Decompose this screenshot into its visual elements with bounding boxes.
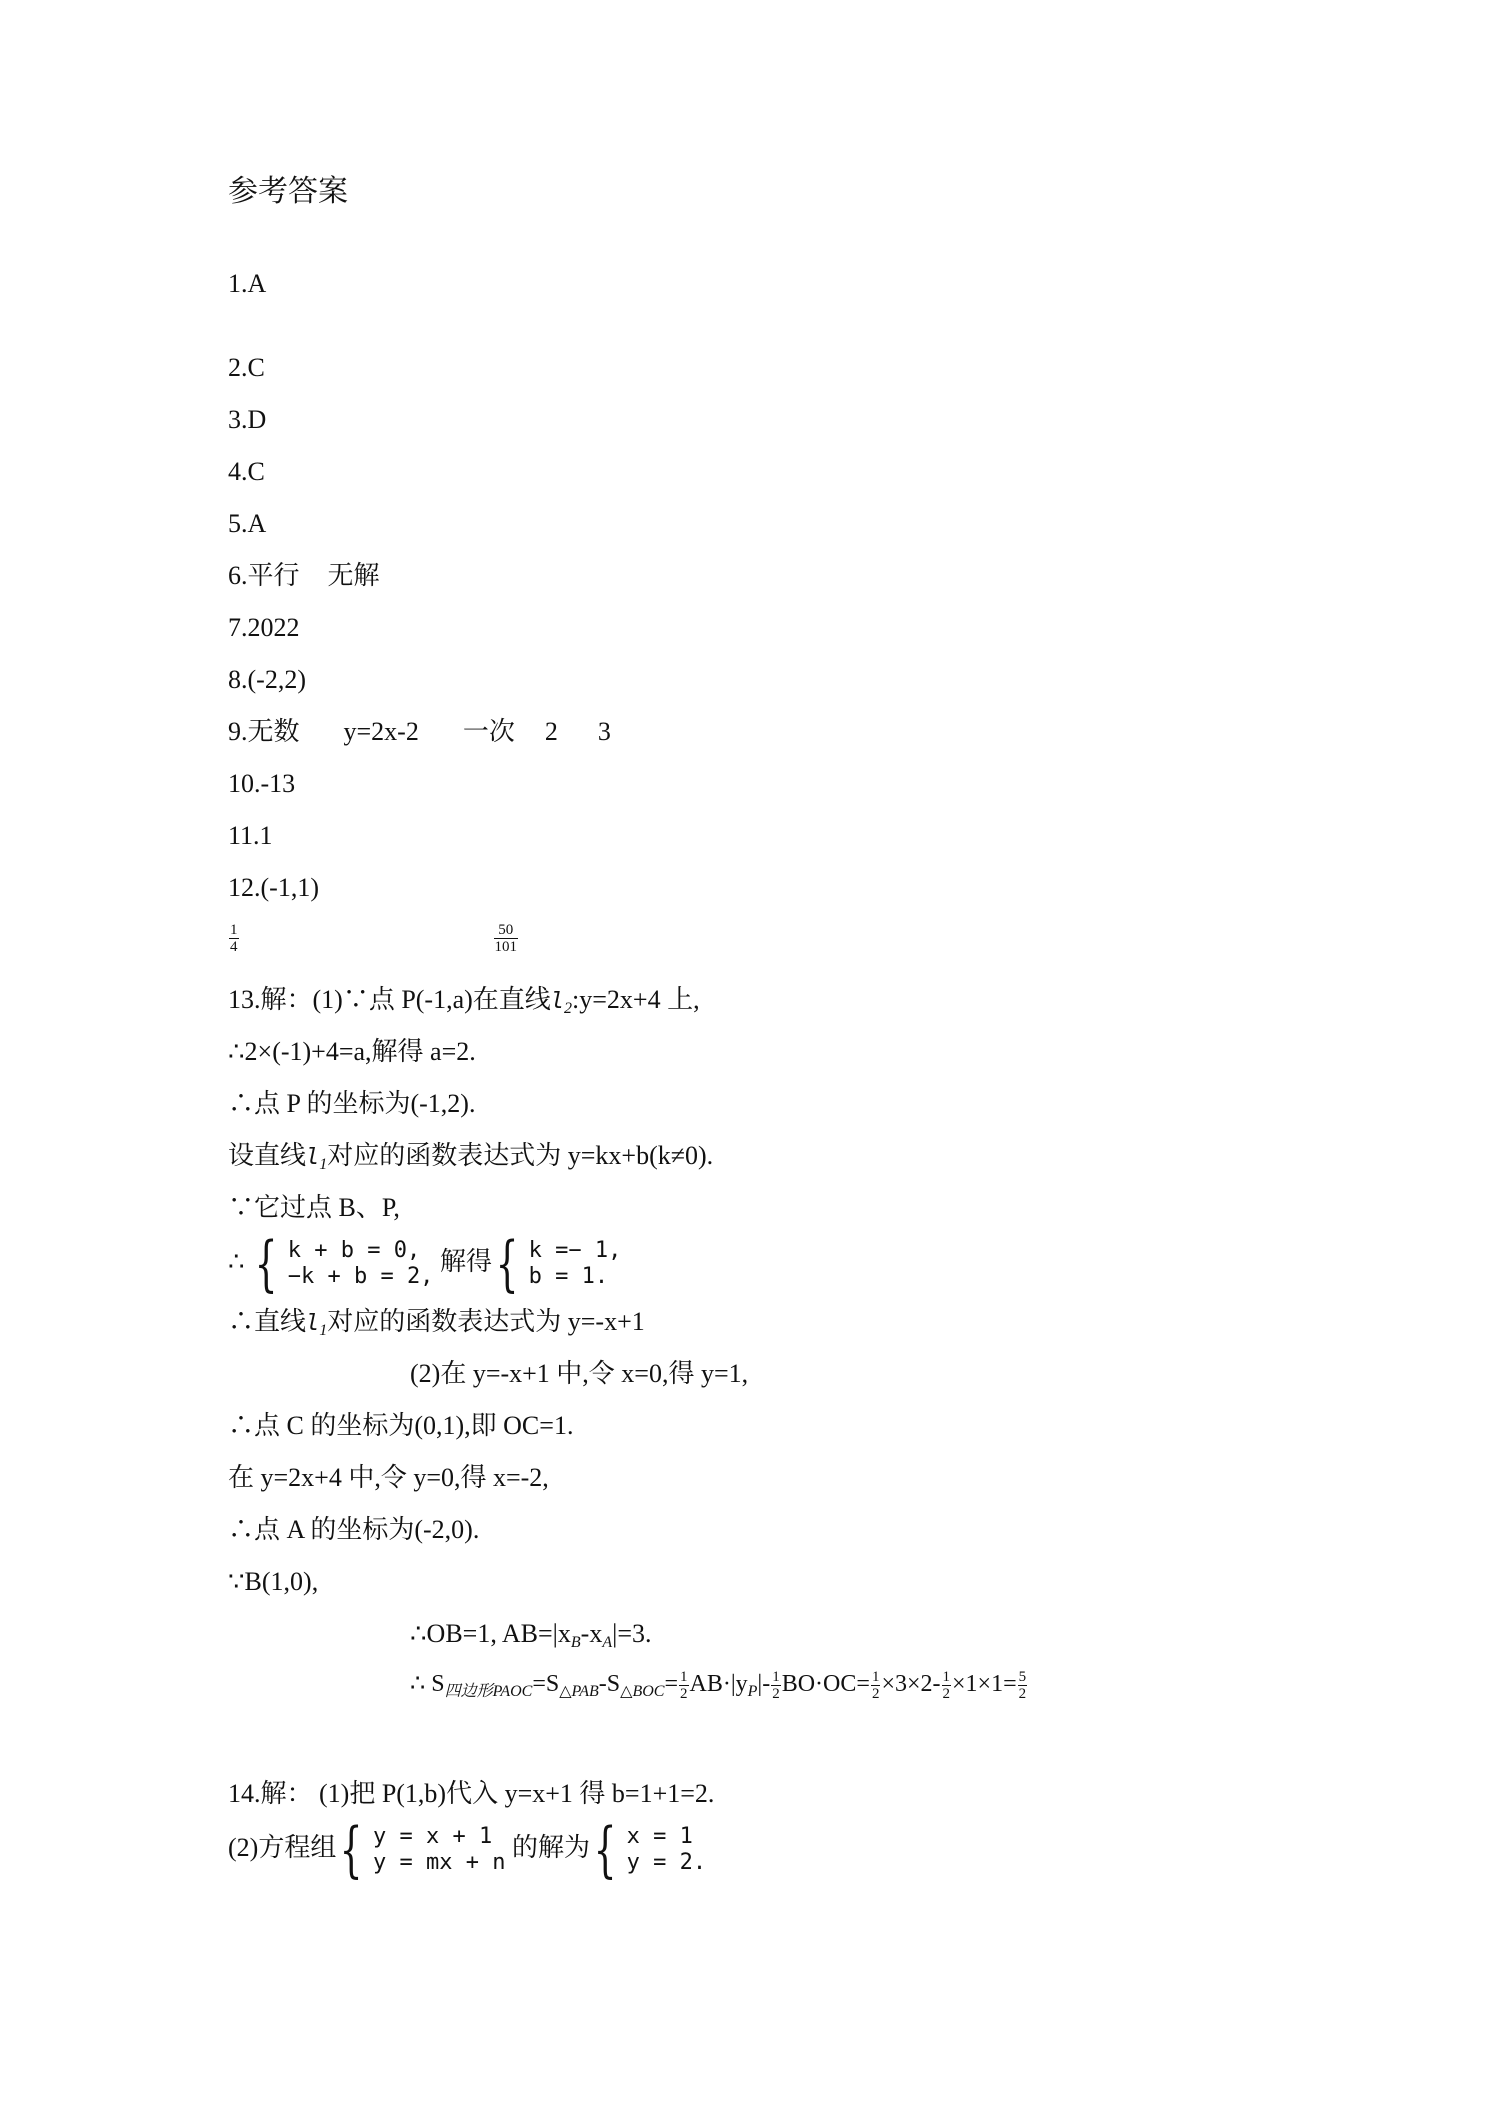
s13-line-12: ∵B(1,0),: [228, 1567, 319, 1596]
fraction-50-101: $\frac{50}{101}$: [494, 921, 517, 955]
left-brace-icon: {: [593, 1815, 617, 1885]
s13-line-11: ∴点 A 的坐标为(-2,0).: [228, 1515, 480, 1544]
page-title: 参考答案: [228, 175, 348, 208]
s13-line-9: ∴点 C 的坐标为(0,1),即 OC=1.: [228, 1411, 574, 1440]
equation-system-1: k + b = 0, −k + b = 2,: [287, 1238, 434, 1289]
answer-1: 1.A: [228, 269, 267, 298]
fraction-1-4: $\frac{1}{4}$: [230, 921, 238, 955]
left-brace-icon: {: [495, 1229, 519, 1299]
equation-system-4: x = 1 y = 2.: [626, 1824, 707, 1875]
s13-line-1: 13.解：(1)∵点 P(-1,a)在直线$l_2:y=2x+4$ 上,: [228, 985, 700, 1017]
answer-2: 2.C: [228, 353, 265, 382]
s13-line-3: ∴点 P 的坐标为(-1,2).: [228, 1089, 476, 1118]
left-brace-icon: {: [339, 1815, 363, 1885]
answer-10: 10.-13: [228, 769, 296, 798]
left-brace-icon: {: [254, 1229, 278, 1299]
answer-9: 9.无数 y=2x-2 一次 2 3: [228, 717, 611, 746]
s14-system-line: (2)方程组{ y = x + 1 y = mx + n 的解为{ x = 1 y = 2.: [228, 1815, 707, 1885]
answer-7: 7.2022: [228, 613, 300, 642]
s13-system-line: ∴ { k + b = 0, −k + b = 2, 解得{ k =− 1, b = 1.: [228, 1229, 622, 1299]
answer-3: 3.D: [228, 405, 267, 434]
equation-system-3: y = x + 1 y = mx + n: [373, 1824, 506, 1875]
s13-line-8: (2)在 y=-x+1 中,令 x=0,得 y=1,: [410, 1359, 749, 1388]
answer-12: 12.(-1,1): [228, 873, 319, 902]
answer-5: 5.A: [228, 509, 267, 538]
s13-line-7: ∴直线$l_1$对应的函数表达式为 y=-x+1: [228, 1307, 645, 1339]
equation-system-2: k =− 1, b = 1.: [528, 1238, 622, 1289]
s13-area-formula: ∴ $S_{四边形PAOC}=S_{\triangle PAB}-S_{\triangle BOC}=$ $\frac{1}{2}$ $AB\cdot|y_P|-$ $\frac{1}{2}$ BO·OC= $\frac{1}{2}$ ×3×2- $\frac{1}{2}$ ×1×1= $\frac{5}{2}$: [410, 1668, 1027, 1702]
s13-line-13: ∴OB=1, $AB=|x_B-x_A|=3$.: [410, 1619, 652, 1651]
s13-line-4: 设直线$l_1$对应的函数表达式为 y=kx+b(k≠0).: [228, 1141, 714, 1173]
answer-6: 6.平行 无解: [228, 561, 380, 590]
s13-line-10: 在 y=2x+4 中,令 y=0,得 x=-2,: [228, 1463, 549, 1492]
s13-line-5: ∵它过点 B、P,: [228, 1193, 400, 1222]
answer-11: 11.1: [228, 821, 273, 850]
answer-4: 4.C: [228, 457, 265, 486]
s14-line-1: 14.解： (1)把 P(1,b)代入 y=x+1 得 b=1+1=2.: [228, 1779, 715, 1808]
fraction-row: [228, 920, 519, 955]
s13-line-2: ∴2×(-1)+4=a,解得 a=2.: [228, 1037, 476, 1066]
answer-8: 8.(-2,2): [228, 665, 306, 694]
